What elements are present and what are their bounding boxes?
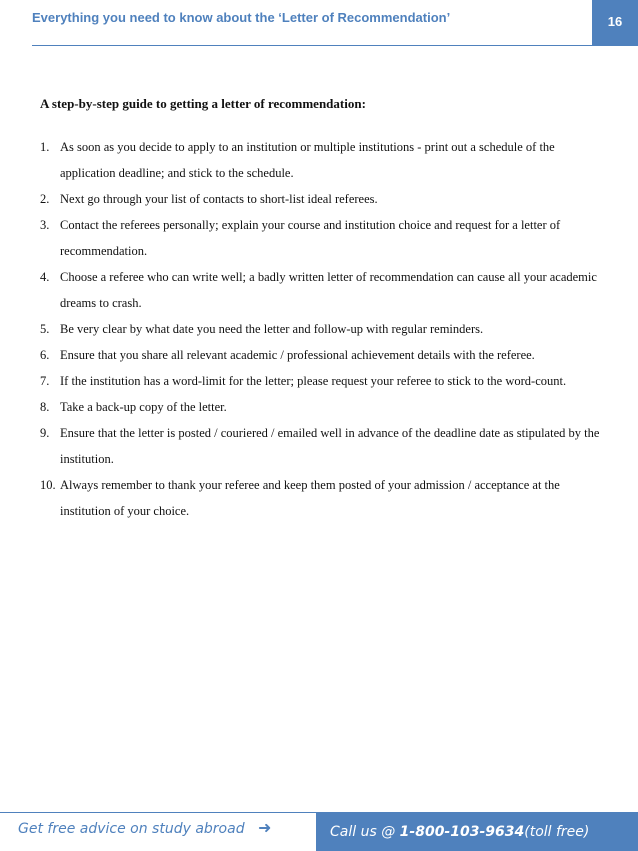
list-item — [40, 134, 605, 186]
step-text: Contact the referees personally; explain your course and institution choice and request for a letter of recommendation. — [60, 218, 561, 258]
footer-advice-text[interactable]: Get free advice on study abroad — [18, 821, 245, 837]
list-item — [40, 212, 605, 264]
list-item — [40, 264, 605, 316]
list-item — [40, 186, 605, 212]
list-item — [40, 316, 605, 342]
step-number: 6. — [40, 348, 50, 362]
step-text: As soon as you decide to apply to an institution or multiple institutions - print out a schedule of the application deadline; and stick to the schedule. — [60, 140, 555, 180]
call-suffix: (toll free) — [524, 824, 590, 840]
step-number: 5. — [40, 322, 50, 336]
list-item — [40, 394, 605, 420]
call-prefix: Call us @ — [330, 824, 396, 840]
list-item — [40, 420, 605, 472]
step-number: 2. — [40, 192, 50, 206]
step-text: Be very clear by what date you need the letter and follow-up with regular reminders. — [60, 322, 484, 336]
list-item — [40, 342, 605, 368]
step-text: Choose a referee who can write well; a badly written letter of recommendation can cause all your academic dreams to crash. — [60, 270, 597, 310]
guide-title: A step-by-step guide to getting a letter of recommendation: — [40, 96, 366, 111]
step-number: 8. — [40, 400, 50, 414]
list-item — [40, 368, 605, 394]
step-text: Ensure that you share all relevant academic / professional achievement details with the referee. — [60, 348, 535, 362]
step-text: If the institution has a word-limit for the letter; please request your referee to stick to the word-count. — [60, 374, 567, 388]
step-number: 7. — [40, 374, 50, 388]
step-text: Ensure that the letter is posted / couriered / emailed well in advance of the deadline date as stipulated by the institution. — [60, 426, 600, 466]
page-number: 16 — [592, 0, 638, 46]
steps-list — [40, 134, 605, 524]
step-text: Take a back-up copy of the letter. — [60, 400, 227, 414]
step-number: 10. — [40, 478, 56, 492]
list-item — [40, 472, 605, 524]
header-divider — [32, 45, 592, 46]
step-text: Next go through your list of contacts to short-list ideal referees. — [60, 192, 378, 206]
step-number: 1. — [40, 140, 50, 154]
step-text: Always remember to thank your referee and keep them posted of your admission / acceptance at the institution of your choice. — [60, 478, 560, 518]
step-number: 3. — [40, 218, 50, 232]
phone-number[interactable]: 1-800-103-9634 — [399, 824, 525, 840]
step-number: 4. — [40, 270, 50, 284]
footer-call-box[interactable] — [316, 813, 638, 851]
step-number: 9. — [40, 426, 50, 440]
running-header-title: Everything you need to know about the ‘Letter of Recommendation’ — [32, 10, 451, 25]
arrow-right-icon: ➜ — [258, 818, 272, 837]
